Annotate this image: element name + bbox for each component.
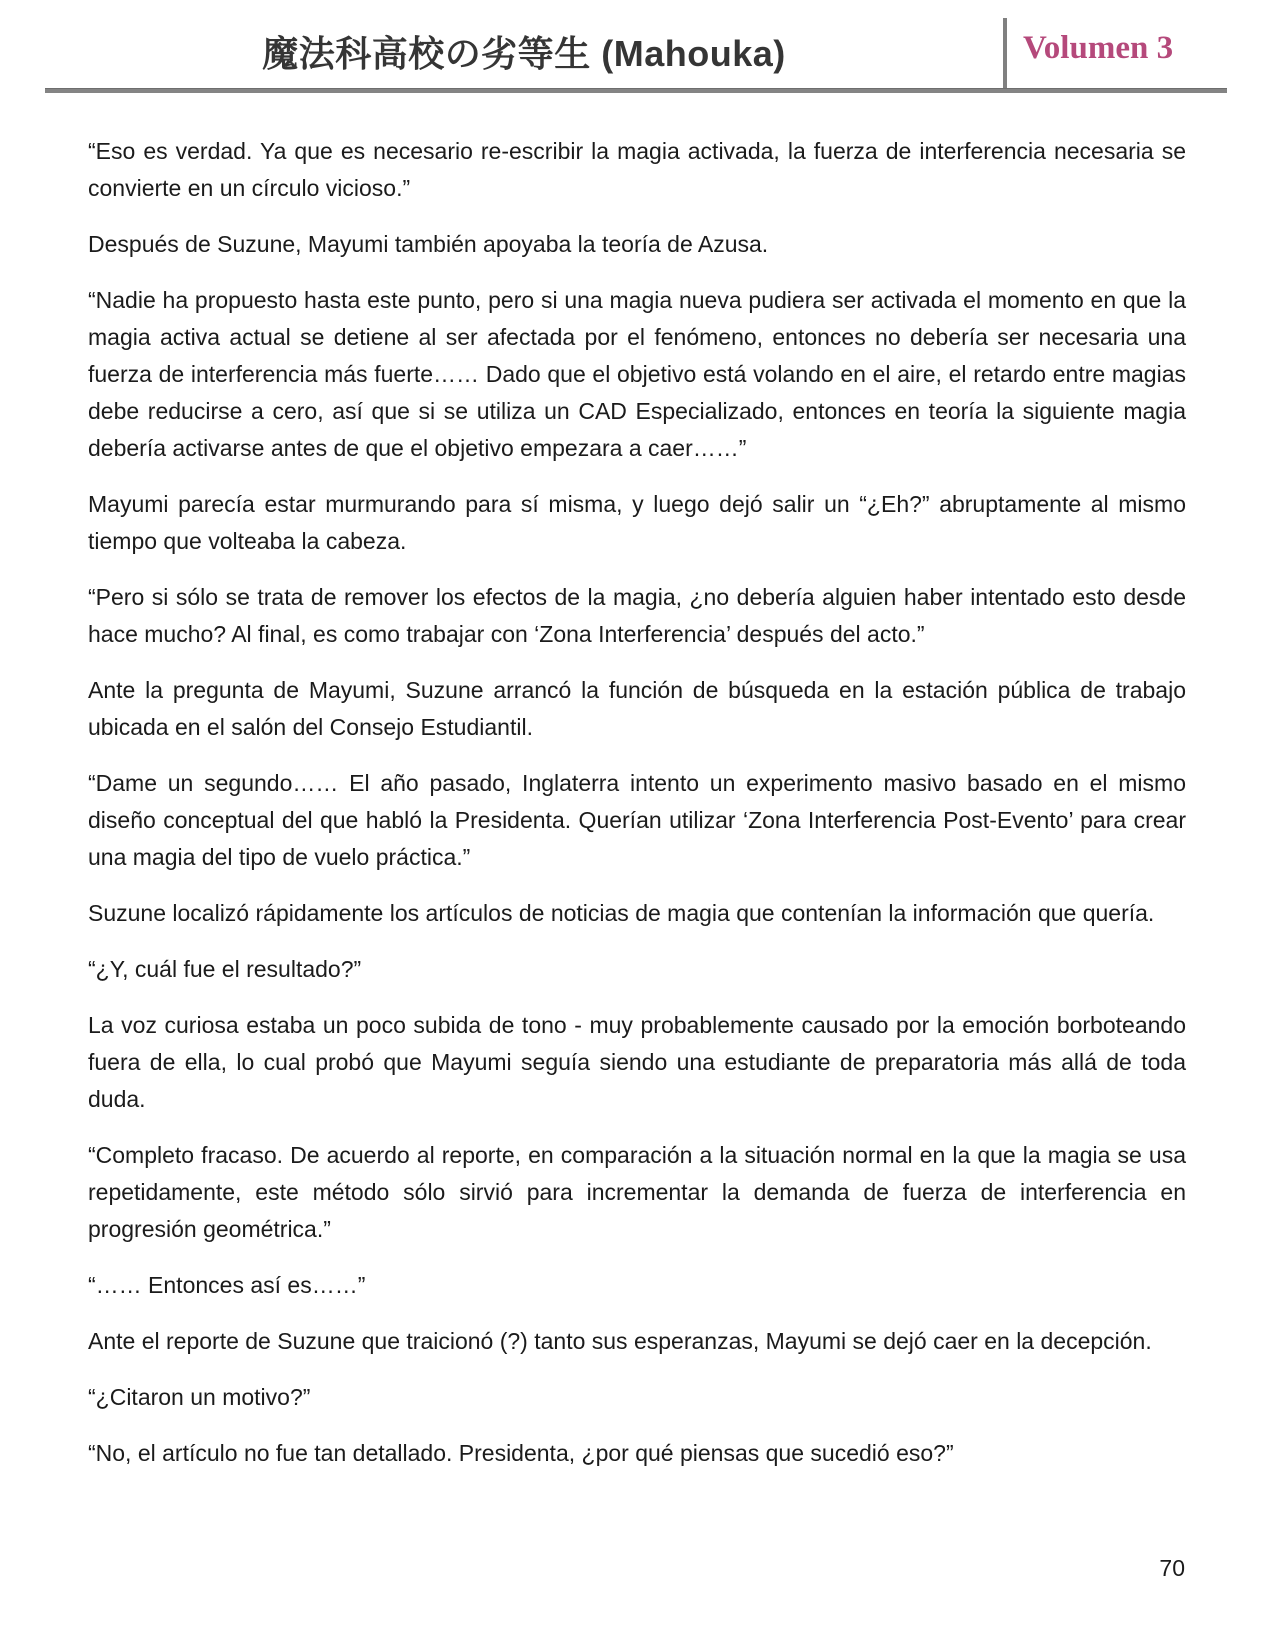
paragraph: “Dame un segundo…… El año pasado, Inglaterra intento un experimento masivo basado en el mismo diseño conceptual del que habló la Presidenta. Querían utilizar ‘Zona Interferencia Post-Evento’ para crear una magia del tipo de vuelo práctica.” bbox=[88, 770, 1186, 870]
paragraph: Ante el reporte de Suzune que traicionó (?) tanto sus esperanzas, Mayumi se dejó caer en la decepción. bbox=[88, 1328, 1152, 1354]
paragraph: “¿Citaron un motivo?” bbox=[88, 1384, 311, 1410]
paragraph: “Pero si sólo se trata de remover los efectos de la magia, ¿no debería alguien haber intentado esto desde hace mucho? Al final, es como trabajar con ‘Zona Interferencia’ después del acto.” bbox=[88, 584, 1186, 647]
paragraph: “No, el artículo no fue tan detallado. Presidenta, ¿por qué piensas que sucedió eso?” bbox=[88, 1440, 954, 1466]
header-vertical-divider bbox=[1003, 18, 1007, 91]
paragraph: Suzune localizó rápidamente los artículos de noticias de magia que contenían la información que quería. bbox=[88, 900, 1155, 926]
header-horizontal-rule bbox=[45, 88, 1227, 93]
paragraph: “…… Entonces así es……” bbox=[88, 1272, 366, 1298]
page-body bbox=[88, 133, 1186, 1491]
paragraph: “¿Y, cuál fue el resultado?” bbox=[88, 956, 362, 982]
paragraph: La voz curiosa estaba un poco subida de tono - muy probablemente causado por la emoción borboteando fuera de ella, lo cual probó que Mayumi seguía siendo una estudiante de preparatoria más allá de toda duda. bbox=[88, 1012, 1186, 1112]
volume-label: Volumen 3 bbox=[1023, 30, 1174, 66]
paragraph: Después de Suzune, Mayumi también apoyaba la teoría de Azusa. bbox=[88, 231, 769, 257]
page-header bbox=[45, 0, 1227, 91]
paragraph: “Completo fracaso. De acuerdo al reporte, en comparación a la situación normal en la que la magia se usa repetidamente, este método sólo sirvió para incrementar la demanda de fuerza de interferencia en progresión geométrica.” bbox=[88, 1142, 1186, 1242]
paragraph: “Eso es verdad. Ya que es necesario re-escribir la magia activada, la fuerza de interferencia necesaria se convierte en un círculo vicioso.” bbox=[88, 138, 1186, 201]
paragraph: Ante la pregunta de Mayumi, Suzune arrancó la función de búsqueda en la estación pública de trabajo ubicada en el salón del Consejo Estudiantil. bbox=[88, 677, 1186, 740]
page-number: 70 bbox=[1159, 1555, 1185, 1581]
paragraph: “Nadie ha propuesto hasta este punto, pero si una magia nueva pudiera ser activada el momento en que la magia activa actual se detiene al ser afectada por el fenómeno, entonces no debería ser necesaria una fuerza de interferencia más fuerte…… Dado que el objetivo está volando en el aire, el retardo entre magias debe reducirse a cero, así que si se utiliza un CAD Especializado, entonces en teoría la siguiente magia debería activarse antes de que el objetivo empezara a caer……” bbox=[88, 287, 1186, 461]
paragraph: Mayumi parecía estar murmurando para sí misma, y luego dejó salir un “¿Eh?” abruptamente al mismo tiempo que volteaba la cabeza. bbox=[88, 491, 1186, 554]
book-title: 魔法科高校の劣等生 (Mahouka) bbox=[262, 33, 786, 74]
